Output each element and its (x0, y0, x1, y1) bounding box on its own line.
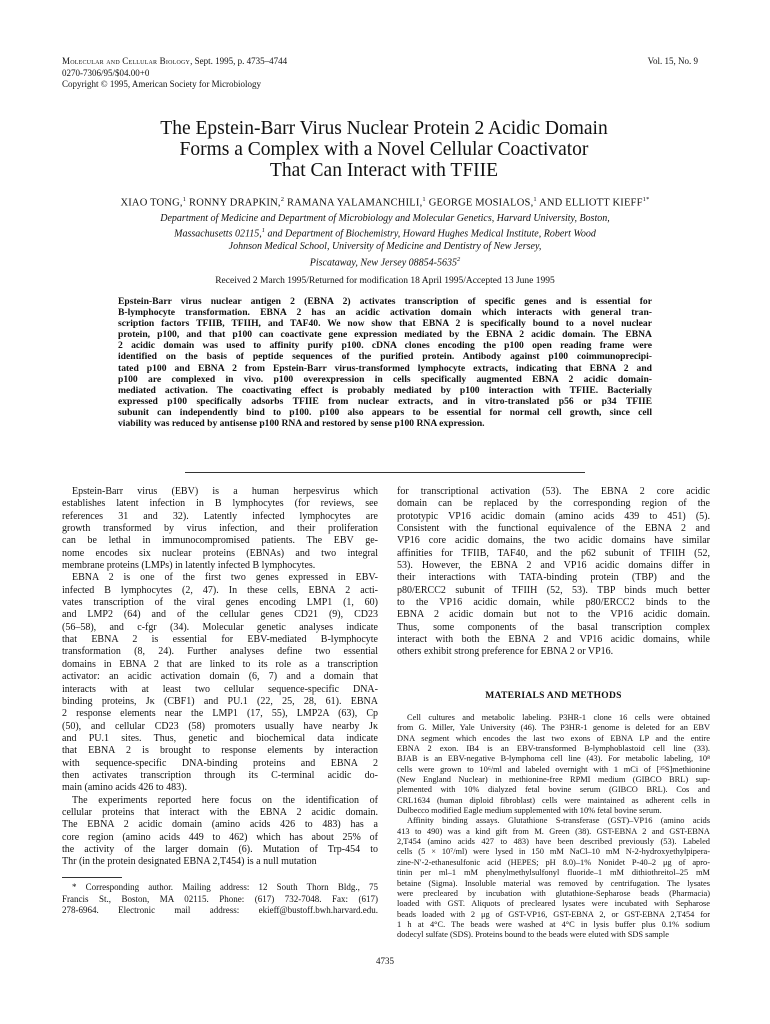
author-name: GEORGE MOSIALOS, (425, 197, 534, 209)
methods-text-line: loaded with GST. Aliquots of precleared lysates were incubated with Sepharose (397, 899, 710, 909)
body-text-line: and LMP2 (64) and of the cellular genes CD21 (9), CD23 (62, 609, 378, 621)
methods-text-line: 413 to 490) was a kind gift from M. Green (38). GST-EBNA 2 and GST-EBNA (397, 826, 710, 836)
body-text-line: p80/ERCC2 subunit of TFIIH (52, 53). TBP binds much better (397, 584, 710, 596)
body-text-line: affinities for TFIIB, TAF40, and the p62 subunit of TFIIH (52, (397, 547, 710, 559)
volume-info: Vol. 15, No. 9 (647, 56, 698, 66)
abstract (118, 296, 652, 429)
body-text-line: EBNA 2 acidic domain but not to the VP16 acidic domain. (397, 609, 710, 621)
body-text-line: then activates transcription through its C-terminal acidic do- (62, 769, 378, 781)
body-text-line: Thr (in the protein designated EBNA 2,T454) is a null mutation (62, 856, 317, 868)
body-text-line: The EBNA 2 acidic domain (amino acids 426 to 483) has a (62, 819, 378, 831)
body-text-line: vates transcription of the viral genes encoding LMP1 (1, 60) (62, 597, 378, 609)
methods-text-line: 1 h at 4°C. The beads were washed at 4°C in lysis buffer plus 0.1% sodium (397, 919, 710, 929)
abstract-line: tated p100 and EBNA 2 from Epstein-Barr virus-transformed lymphocyte extracts, indicating that EBNA 2 and (118, 362, 652, 374)
author-name: XIAO TONG, (120, 197, 183, 209)
methods-text-line: dodecyl sulfate (SDS). Proteins bound to the beads were eluted with SDS sample (397, 930, 669, 940)
body-text-line: that EBNA 2 is brought to response elements by interaction (62, 745, 378, 757)
author-affil-mark: 1* (642, 196, 650, 203)
body-text-line: with sequence-specific DNA-binding proteins and EBNA 2 (62, 757, 378, 769)
author-list (40, 196, 730, 209)
body-text-line: The experiments reported here focus on the identification of (72, 794, 378, 806)
methods-text-line: Affinity binding assays. Glutathione S-transferase (GST)–VP16 (amino acids (407, 816, 710, 826)
footnote-line: * Corresponding author. Mailing address: 12 South Thorn Bldg., 75 (72, 882, 378, 892)
footnote-line: Francis St., Boston, MA 02115. Phone: (617) 732-7048. Fax: (617) (62, 893, 378, 904)
methods-text-line: betaine (Sigma). Insoluble material was removed by centrifugation. The lysates (397, 878, 710, 888)
page-number: 4735 (376, 956, 394, 966)
footnote-divider (62, 877, 122, 878)
body-text-line: 2 response elements near the LMP1 (17, 55), LMP2A (63), Cp (62, 708, 378, 720)
methods-text-line: 2,T454 (amino acids 427 to 483) have been described previously (53). Labeled (397, 837, 710, 847)
body-text-line: references 31 and 32). Latently infected lymphocytes are (62, 510, 378, 522)
affil-mark: 2 (456, 255, 461, 263)
affiliation-line: Piscataway, New Jersey 08854-5635 (309, 256, 457, 268)
body-text-line: interacts with at least two cellular sequence-specific DNA- (62, 683, 378, 695)
body-column-left (62, 486, 378, 869)
body-text-line: 53). However, the EBNA 2 and VP16 acidic domains differ in (397, 560, 710, 572)
body-text-line: prototypic VP16 acidic domain (amino acids 439 to 451) (5). (397, 510, 710, 522)
body-text-line: (56–58), and c-fgr (34). Molecular genetic analyses indicate (62, 621, 378, 633)
author-name: RAMANA YALAMANCHILI, (284, 197, 423, 209)
abstract-line: 2 acidic domain was used to affinity purify p100. cDNA clones encoding the p100 open reading frame were (118, 340, 652, 352)
body-text-line: domain can be replaced by the corresponding region of the (397, 498, 710, 510)
body-text-line: nome encodes six nuclear proteins (EBNAs) and two integral (62, 547, 378, 559)
body-text-line: (50), and cellular CD23 (58) promoters usually have nearby Jκ (62, 720, 378, 732)
body-text-line: binding proteins, Jκ (CBF1) and PU.1 (22, 25, 28, 61). EBNA (62, 695, 378, 707)
methods-text-line: from G. Miller, Yale University (46). The P3HR-1 genome is deleted for an EBV (397, 723, 710, 733)
abstract-line: expressed p100 specifically adsorbs TFIIE from nuclear extracts, and in vitro-translated p56 or p34 TFIIE (118, 395, 652, 407)
body-text-line: infected B lymphocytes (2, 47). In these cells, EBNA 2 acti- (62, 584, 378, 596)
corresponding-author-footnote (62, 882, 378, 917)
article-title (60, 118, 708, 181)
body-text-line: and PU.1 sites. Thus, genetic and biochemical data indicate (62, 732, 378, 744)
body-text-line: activator: an acidic activation domain (6, 7) and a domain that (62, 671, 378, 683)
body-text-line: VP16 core acidic domains, the two acidic domains have similar (397, 535, 710, 547)
methods-text-line: EBNA 2 exon. IB4 is an EBV-transformed B-lymphoblastoid cell line (33). (397, 744, 710, 754)
author-affil-mark: 1 (182, 196, 187, 203)
body-text-line: that EBNA 2 is essential for EBV-mediated B-lymphocyte (62, 634, 378, 646)
body-text-line: transformation (8, 24). Further analyses define two essential (62, 646, 378, 658)
methods-text-line: Cell cultures and metabolic labeling. P3HR-1 clone 16 cells were obtained (407, 713, 710, 722)
methods-text-line: beads loaded with 2 μg of GST-VP16, GST-EBNA 2, or GST-EBNA 2,T454 for (397, 909, 710, 919)
author-name: AND ELLIOTT KIEFF (536, 197, 643, 209)
methods-text-line: zine-N′-2-ethanesulfonic acid (HEPES; pH 8.0)–1% Nonidet P-40–2 μg of apro- (397, 857, 710, 867)
methods-text-line: cells were grown to 10⁶/ml and labeled overnight with 1 mCi of [³⁵S]methionine (397, 764, 710, 774)
methods-text (397, 713, 710, 941)
affiliation-line: Massachusetts 02115, (174, 228, 262, 240)
abstract-line: viability was reduced by antisense p100 RNA and restored by sense p100 RNA expression. (118, 418, 485, 430)
title-line: That Can Interact with TFIIE (269, 160, 499, 181)
methods-text-line: DNA segment which encodes the last two exons of EBNA LP and the entire (397, 733, 710, 743)
affiliation-line: Department of Medicine and Department of Microbiology and Molecular Genetics, Harvard University, Boston, (160, 213, 610, 224)
journal-name: Molecular and Cellular Biology (62, 56, 191, 66)
abstract-line: Epstein-Barr virus nuclear antigen 2 (EBNA 2) activates transcription of specific genes and is essential for (118, 296, 652, 307)
abstract-line: identified on the basis of peptide sequences of the purified protein. Antibody against p100 coimmunoprecipi- (118, 351, 652, 363)
body-text-line: EBNA 2 is one of the first two genes expressed in EBV- (72, 572, 378, 584)
abstract-line: B-lymphocyte transformation. EBNA 2 has an acidic activation domain which interacts with general tran- (118, 307, 652, 319)
journal-header (62, 56, 287, 91)
author-affil-mark: 1 (422, 196, 426, 203)
body-text-line: can be lethal in immunocompromised patients. The EBV ge- (62, 535, 378, 547)
body-text-line: Thus, some components of the basal transcription complex (397, 621, 710, 633)
body-text-line: Consistent with the functional equivalence of the EBNA 2 and (397, 523, 710, 535)
methods-text-line: were precleared by incubation with glutathione-Sepharose beads (Pharmacia) (397, 888, 710, 898)
abstract-line: p100 are complexed in vivo. p100 overexpression in cells specifically augmented EBNA 2 acidic domain- (118, 373, 652, 385)
title-line: Forms a Complex with a Novel Cellular Coactivator (179, 139, 589, 160)
body-text-line: others exhibit strong preference for EBNA 2 or VP16. (397, 646, 614, 658)
affil-mark: 1 (261, 227, 265, 235)
affiliations (100, 213, 670, 269)
body-text-line: Epstein-Barr virus (EBV) is a human herpesvirus which (72, 486, 378, 497)
methods-text-line: CRL1634 (human diploid fibroblast) cells were maintained as adherent cells in (397, 795, 710, 805)
footnote-line: 278-6964. Electronic mail address: ekieff@bustoff.bwh.harvard.edu. (62, 905, 378, 916)
body-text-line: their interactions with TATA-binding protein (TBP) and the (397, 572, 710, 584)
methods-text-line: tinin per ml–1 mM phenylmethylsulfonyl fluoride–1 mM dithiothreitol–25 mM (397, 868, 710, 878)
received-dates: Received 2 March 1995/Returned for modification 18 April 1995/Accepted 13 June 1995 (215, 276, 555, 286)
body-text-line: the activity of the larger domain (6). Mutation of Trp-454 to (62, 843, 378, 855)
body-text-line: core region (amino acids 449 to 462) which has about 25% of (62, 831, 378, 843)
body-text-line: interact with both the EBNA 2 and VP16 acidic domains, while (397, 634, 710, 646)
abstract-line: mediated activation. The coactivating effect is probably mediated by p100 interaction with TFIIE. Bacterially (118, 384, 652, 396)
body-column-right (397, 486, 710, 659)
title-line: The Epstein-Barr Virus Nuclear Protein 2 Acidic Domain (160, 118, 608, 139)
body-text-line: to the VP16 acidic domain, while p80/ERCC2 binds to the (397, 597, 710, 609)
abstract-line: scription factors TFIIB, TFIIH, and TAF40. We now show that EBNA 2 is specifically bound to a novel nuclear (118, 318, 652, 330)
author-affil-mark: 2 (280, 196, 285, 203)
body-text-line: growth transformed by virus infection, and their proliferation (62, 523, 378, 535)
affiliation-line: and Department of Biochemistry, Howard Hughes Medical Institute, Robert Wood (264, 228, 596, 240)
abstract-line: protein, p100, and that p100 can coactivate gene expression mediated by the EBNA 2 acidic domain. The EBNA (118, 329, 652, 341)
body-text-line: main (amino acids 426 to 483). (62, 782, 187, 794)
body-text-line: establishes latent infection in B lymphocytes (for reviews, see (62, 498, 378, 510)
methods-heading: MATERIALS AND METHODS (485, 691, 622, 701)
methods-text-line: (New England Nuclear) in methionine-free RPMI medium (GIBCO BRL) sup- (397, 775, 710, 785)
abstract-line: subunit can independently bind to p100. p100 also appears to be essential for normal cell growth, since cell (118, 406, 652, 418)
section-divider (185, 472, 585, 473)
methods-text-line: Dulbecco modified Eagle medium supplemented with 10% fetal bovine serum. (397, 806, 662, 816)
body-text-line: membrane proteins (LMPs) in latently infected B lymphocytes. (62, 560, 316, 572)
body-text-line: cellular proteins that interact with the EBNA 2 acidic domain. (62, 806, 378, 818)
issue-info: , Sept. 1995, p. 4735–4744 (190, 56, 288, 66)
methods-text-line: cells (5 × 10⁷/ml) were lysed in 150 mM NaCl–10 mM N-2-hydroxyethylpipera- (397, 847, 710, 857)
methods-text-line: BJAB is an EBV-negative B-lymphoma cell line (43). For metabolic labeling, 10⁸ (397, 754, 710, 764)
copyright: Copyright © 1995, American Society for Microbiology (62, 79, 262, 89)
body-text-line: for transcriptional activation (53). The EBNA 2 core acidic (397, 486, 710, 497)
issn: 0270-7306/95/$04.00+0 (62, 67, 150, 78)
affiliation-line: Johnson Medical School, University of Medicine and Dentistry of New Jersey, (228, 241, 542, 253)
author-name: RONNY DRAPKIN, (186, 197, 281, 209)
author-affil-mark: 1 (533, 196, 537, 203)
methods-text-line: plemented with 10% dialyzed fetal bovine serum (GIBCO BRL). Cos and (397, 785, 710, 795)
body-text-line: domains in EBNA 2 that are linked to its role as a transcription (62, 658, 378, 670)
